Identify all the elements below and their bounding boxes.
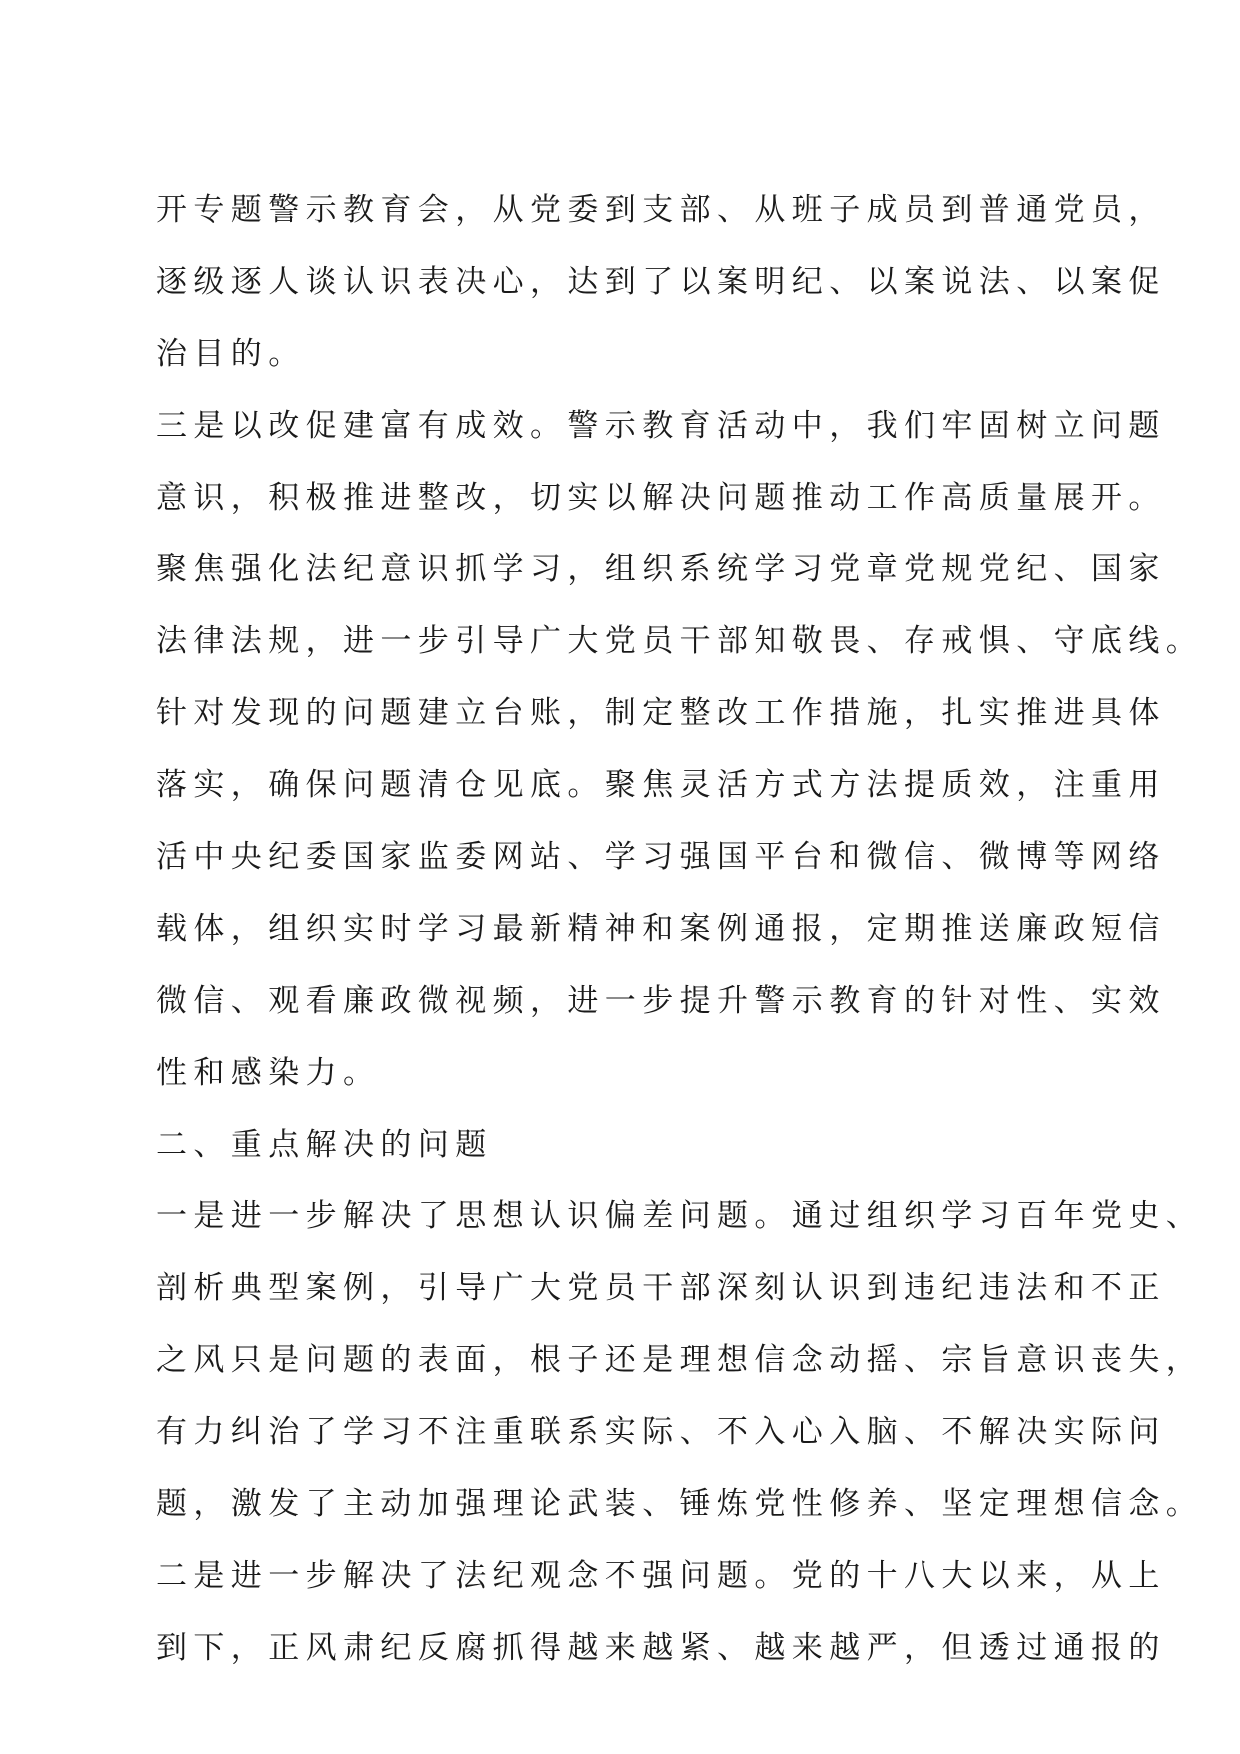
text-line: 到下，正风肃纪反腐抓得越来越紧、越来越严，但透过通报的 [156,1629,1166,1666]
text-line: 活中央纪委国家监委网站、学习强国平台和微信、微博等网络 [156,839,1166,876]
text-line: 意识，积极推进整改，切实以解决问题推动工作高质量展开。 [156,479,1166,516]
body-text [156,188,1204,1698]
text-line: 之风只是问题的表面，根子还是理想信念动摇、宗旨意识丧失， [156,1342,1204,1379]
text-line: 聚焦强化法纪意识抓学习，组织系统学习党章党规党纪、国家 [156,551,1166,588]
text-line: 题，激发了主动加强理论武装、锤炼党性修养、坚定理想信念。 [156,1486,1204,1523]
text-line: 三是以改促建富有成效。警示教育活动中，我们牢固树立问题 [156,407,1166,444]
text-line: 有力纠治了学习不注重联系实际、不入心入脑、不解决实际问 [156,1414,1166,1451]
text-line: 二是进一步解决了法纪观念不强问题。党的十八大以来，从上 [156,1557,1166,1594]
text-line: 剖析典型案例，引导广大党员干部深刻认识到违纪违法和不正 [156,1270,1166,1307]
text-line: 微信、观看廉政微视频，进一步提升警示教育的针对性、实效 [156,982,1166,1019]
section-heading: 二、重点解决的问题 [156,1126,493,1163]
text-line: 针对发现的问题建立台账，制定整改工作措施，扎实推进具体 [156,695,1166,732]
text-line: 治目的。 [156,335,306,372]
text-line: 逐级逐人谈认识表决心，达到了以案明纪、以案说法、以案促 [156,263,1166,300]
text-line: 开专题警示教育会，从党委到支部、从班子成员到普通党员， [156,192,1166,228]
text-line: 载体，组织实时学习最新精神和案例通报，定期推送廉政短信 [156,910,1166,947]
text-line: 性和感染力。 [156,1054,381,1091]
text-line: 落实，确保问题清仓见底。聚焦灵活方式方法提质效，注重用 [156,767,1166,804]
text-line: 法律法规，进一步引导广大党员干部知敬畏、存戒惧、守底线。 [156,623,1204,660]
text-line: 一是进一步解决了思想认识偏差问题。通过组织学习百年党史、 [156,1198,1204,1235]
